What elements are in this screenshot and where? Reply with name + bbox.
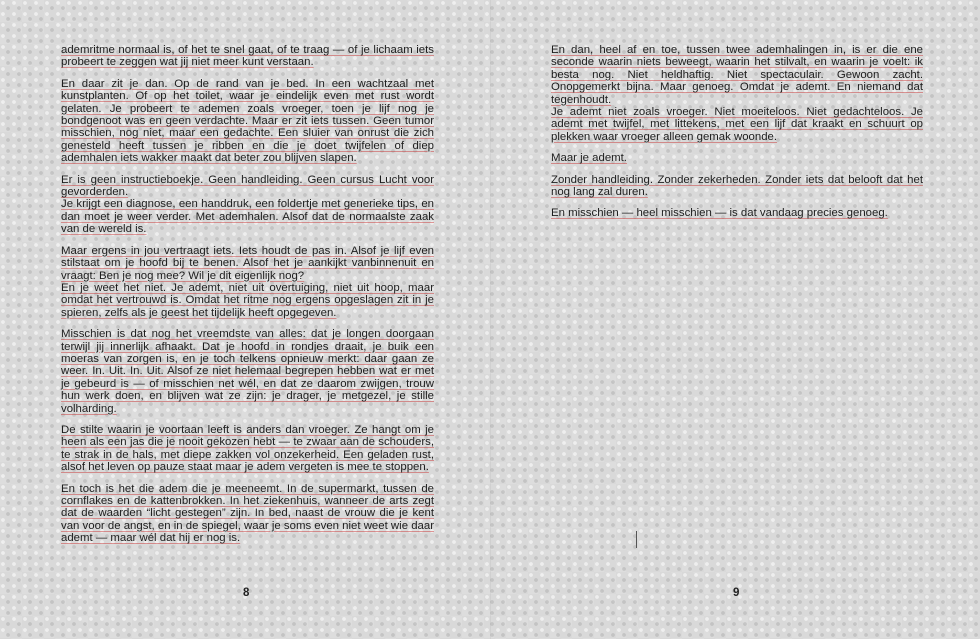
paragraph: Zonder handleiding. Zonder zekerheden. Zonder iets dat belooft dat het nog lang zal duren. (551, 173, 923, 199)
page-number: 8 (243, 587, 250, 599)
paragraph: En toch is het die adem die je meeneemt. In de supermarkt, tussen de cornflakes en de kattenbrokken. In het ziekenhuis, wanneer de arts zegt dat de waarden “licht gestegen” zijn. In bed, naast de vrouw die je kent van voor de angst, en in de spiegel, waar je soms even niet weet wie daar ademt — maar wél dat hij er nog is. (61, 482, 434, 545)
paragraph: Er is geen instructieboekje. Geen handleiding. Geen cursus Lucht voor gevorderden. Je krijgt een diagnose, een handdruk, een foldertje met generieke tips, en dan moet je weer verder. Met ademhalen. Alsof dat de normaalste zaak van de wereld is. (61, 173, 434, 236)
paragraph: En daar zit je dan. Op de rand van je bed. In een wachtzaal met kunstplanten. Of op het toilet, waar je eindelijk even met rust wordt gelaten. Je probeert te ademen zoals vroeger, toen je lijf nog je bondgenoot was en geen verdachte. Maar er zit iets tussen. Geen tumor misschien, nog niet, maar een gedachte. Een sluier van onrust die zich genesteld heeft tussen je ribben en die je doet twijfelen of diep ademhalen iets wakker maakt dat beter zou blijven slapen. (61, 77, 434, 165)
left-page-text (61, 44, 434, 554)
page-number: 9 (733, 587, 740, 599)
paragraph: En misschien — heel misschien — is dat vandaag precies genoeg. (551, 207, 888, 220)
paragraph: Maar je ademt. (551, 152, 627, 165)
text-cursor (636, 531, 637, 548)
paragraph: ademritme normaal is, of het te snel gaat, of te traag — of je lichaam iets probeert te zeggen wat jij niet meer kunt verstaan. (61, 44, 434, 69)
paragraph: De stilte waarin je voortaan leeft is anders dan vroeger. Ze hangt om je heen als een jas die je nooit gekozen hebt — te zwaar aan de schouders, te strak in de hals, met diepe zakken vol onzekerheid. Een geladen rust, alsof het leven op pauze staat maar je adem vergeten is mee te stoppen. (61, 423, 434, 474)
paragraph: Misschien is dat nog het vreemdste van alles: dat je longen doorgaan terwijl jij innerlijk afhaakt. Dat je hoofd in rondjes draait, je buik een moeras van zorgen is, en je toch telkens opnieuw merkt: daar gaan ze weer. In. Uit. In. Uit. Alsof ze niet helemaal begrepen hebben wat er met je gebeurd is — of misschien net wél, en dat ze daarom zwijgen, trouw hun werk doen, en blijven wat ze zijn: je drager, je metgezel, je stille volharding. (61, 328, 434, 415)
paragraph: Maar ergens in jou vertraagt iets. Iets houdt de pas in. Alsof je lijf even stilstaat om je hoofd bij te benen. Alsof het je aankijkt vanbinnenuit en vraagt: Ben je nog mee? Wil je dit eigenlijk nog? En je weet het niet. Je ademt, niet uit overtuiging, niet uit hoop, maar omdat het vertrouwd is. Omdat het ritme nog ergens opgeslagen zit in je spieren, zelfs als je geest het tijdelijk heeft opgegeven. (61, 244, 434, 319)
right-page (490, 0, 980, 639)
right-page-text (551, 44, 923, 229)
paragraph: En dan, heel af en toe, tussen twee ademhalingen in, is er die ene seconde waarin niets beweegt, waarin het stilvalt, en waarin je voelt: ik besta nog. Niet heldhaftig. Niet spectaculair. Gewoon zacht. Onopgemerkt bijna. Maar genoeg. Omdat je ademt. En niemand dat tegenhoudt. Je ademt niet zoals vroeger. Niet moeiteloos. Niet gedachteloos. Je ademt met twijfel, met littekens, met een lijf dat kraakt en schuurt op plekken waar vroeger alleen gemak woonde. (551, 44, 923, 143)
